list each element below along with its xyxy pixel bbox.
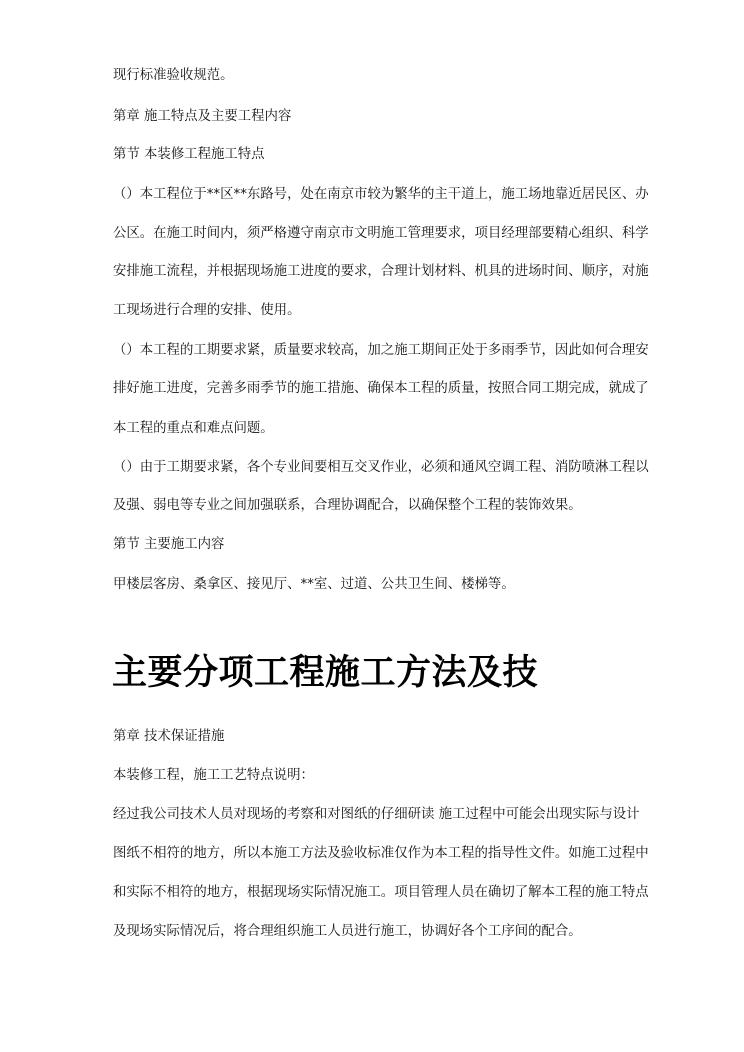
paragraph-line: 本工程的重点和难点问题。 — [113, 421, 274, 436]
paragraph-line: 安排施工流程，并根据现场施工进度的要求，合理计划材料、机具的进场时间、顺序，对施 — [113, 264, 649, 279]
paragraph-line: 公区。在施工时间内，须严格遵守南京市文明施工管理要求，项目经理部要精心组织、科学 — [113, 226, 649, 241]
paragraph-line: 和实际不相符的地方，根据现场实际情况施工。项目管理人员在确切了解本工程的施工特点 — [113, 885, 649, 900]
paragraph-line: 甲楼层客房、桑拿区、接见厅、**室、过道、公共卫生间、楼梯等。 — [113, 577, 515, 592]
main-heading: 主要分项工程施工方法及技 — [112, 653, 539, 693]
chapter-title: 第章 技术保证措施 — [113, 729, 225, 744]
chapter-title: 第章 施工特点及主要工程内容 — [113, 109, 292, 124]
paragraph-line: 经过我公司技术人员对现场的考察和对图纸的仔细研读 施工过程中可能会出现实际与设计 — [113, 807, 640, 822]
paragraph-line: 工现场进行合理的安排、使用。 — [113, 303, 301, 318]
paragraph-line: 及现场实际情况后，将合理组织施工人员进行施工，协调好各个工序间的配合。 — [113, 924, 582, 939]
paragraph-line: 及强、弱电等专业之间加强联系，合理协调配合，以确保整个工程的装饰效果。 — [113, 498, 582, 513]
paragraph-line: （）本工程的工期要求紧，质量要求较高，加之施工期间正处于多雨季节，因此如何合理安 — [113, 343, 649, 358]
paragraph-line: 图纸不相符的地方，所以本施工方法及验收标准仅作为本工程的指导性文件。如施工过程中 — [113, 846, 649, 861]
paragraph-line: 本装修工程，施工工艺特点说明： — [113, 768, 314, 783]
paragraph-line: 现行标准验收规范。 — [113, 68, 234, 83]
section-title: 第节 本装修工程施工特点 — [113, 147, 265, 162]
paragraph-line: （）本工程位于**区**东路号，处在南京市较为繁华的主干道上，施工场地靠近居民区、办 — [113, 187, 649, 202]
paragraph-line: （）由于工期要求紧，各个专业间要相互交叉作业，必须和通风空调工程、消防喷淋工程以 — [113, 460, 649, 475]
paragraph-line: 排好施工进度，完善多雨季节的施工措施、确保本工程的质量，按照合同工期完成，就成了 — [113, 381, 649, 396]
section-title: 第节 主要施工内容 — [113, 537, 225, 552]
